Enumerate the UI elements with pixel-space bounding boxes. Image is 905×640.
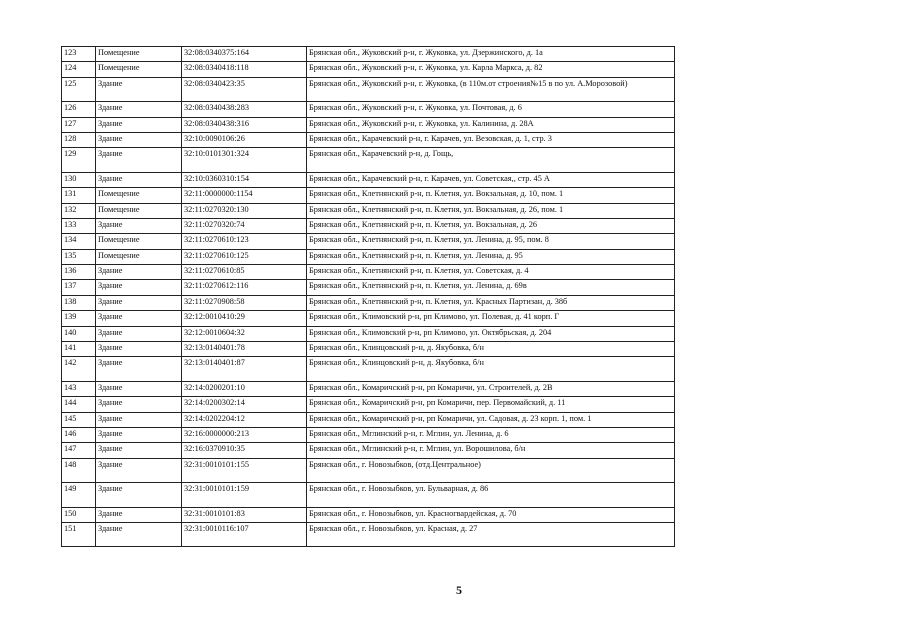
address-cell: Брянская обл., г. Новозыбков, ул. Красногвардейская, д. 70: [307, 507, 675, 522]
address-cell: Брянская обл., Клинцовский р-н, д. Якубовка, б/н: [307, 342, 675, 357]
address-cell: Брянская обл., Клетнянский р-н, п. Клетня, ул. Вокзальная, д. 26: [307, 218, 675, 233]
address-cell: Брянская обл., Климовский р-н, рп Климово, ул. Октябрьская, д. 204: [307, 326, 675, 341]
table-row: [62, 218, 675, 233]
table-row: [62, 172, 675, 187]
row-number-cell: 136: [62, 265, 96, 280]
row-number-cell: 141: [62, 342, 96, 357]
row-number-cell: 138: [62, 295, 96, 310]
address-cell: Брянская обл., Жуковский р-н, г. Жуковка, (в 110м.от строения№15 в по ул. А.Морозовой): [307, 77, 675, 101]
table-row: [62, 47, 675, 62]
cadastral-number-cell: 32:16:0370910:35: [182, 443, 307, 458]
object-type-cell: Здание: [96, 357, 182, 381]
cadastral-number-cell: 32:12:0010410:29: [182, 311, 307, 326]
table-row: [62, 62, 675, 77]
row-number-cell: 143: [62, 381, 96, 396]
row-number-cell: 133: [62, 218, 96, 233]
cadastral-number-cell: 32:11:0270908:58: [182, 295, 307, 310]
table-row: [62, 357, 675, 381]
address-cell: Брянская обл., Клетнянский р-н, п. Клетня, ул. Красных Партизан, д. 38б: [307, 295, 675, 310]
object-type-cell: Здание: [96, 507, 182, 522]
object-type-cell: Здание: [96, 218, 182, 233]
object-type-cell: Здание: [96, 522, 182, 546]
object-type-cell: Здание: [96, 148, 182, 172]
cadastral-number-cell: 32:31:0010101:155: [182, 458, 307, 482]
cadastral-number-cell: 32:14:0202204:12: [182, 412, 307, 427]
address-cell: Брянская обл., Комаричский р-н, рп Комаричи, пер. Первомайский, д. 11: [307, 397, 675, 412]
row-number-cell: 135: [62, 249, 96, 264]
address-cell: Брянская обл., Мглинский р-н, г. Мглин, ул. Ленина, д. 6: [307, 427, 675, 442]
cadastral-number-cell: 32:11:0270610:123: [182, 234, 307, 249]
row-number-cell: 131: [62, 188, 96, 203]
object-type-cell: Здание: [96, 427, 182, 442]
row-number-cell: 151: [62, 522, 96, 546]
object-type-cell: Помещение: [96, 203, 182, 218]
registry-table-body: [62, 47, 675, 547]
address-cell: Брянская обл., Карачевский р-н, г. Карачев, ул. Везовская, д. 1, стр. 3: [307, 132, 675, 147]
row-number-cell: 139: [62, 311, 96, 326]
cadastral-number-cell: 32:10:0090106:26: [182, 132, 307, 147]
row-number-cell: 150: [62, 507, 96, 522]
row-number-cell: 147: [62, 443, 96, 458]
address-cell: Брянская обл., Клетнянский р-н, п. Клетня, ул. Ленина, д. 95: [307, 249, 675, 264]
address-cell: Брянская обл., Карачевский р-н, д. Гощь,: [307, 148, 675, 172]
table-row: [62, 483, 675, 507]
table-row: [62, 188, 675, 203]
object-type-cell: Здание: [96, 265, 182, 280]
row-number-cell: 130: [62, 172, 96, 187]
object-type-cell: Здание: [96, 77, 182, 101]
row-number-cell: 140: [62, 326, 96, 341]
object-type-cell: Помещение: [96, 62, 182, 77]
address-cell: Брянская обл., Мглинский р-н, г. Мглин, ул. Ворошилова, б/н: [307, 443, 675, 458]
table-row: [62, 148, 675, 172]
table-row: [62, 342, 675, 357]
object-type-cell: Здание: [96, 342, 182, 357]
table-row: [62, 326, 675, 341]
cadastral-number-cell: 32:12:0010604:32: [182, 326, 307, 341]
cadastral-number-cell: 32:08:0340438:283: [182, 102, 307, 117]
table-row: [62, 280, 675, 295]
table-row: [62, 507, 675, 522]
table-row: [62, 412, 675, 427]
address-cell: Брянская обл., Клетнянский р-н, п. Клетня, ул. Ленина, д. 95, пом. 8: [307, 234, 675, 249]
cadastral-number-cell: 32:11:0270610:125: [182, 249, 307, 264]
table-row: [62, 234, 675, 249]
property-registry-table: [61, 46, 675, 547]
address-cell: Брянская обл., Клетнянский р-н, п. Клетня, ул. Советская, д. 4: [307, 265, 675, 280]
row-number-cell: 123: [62, 47, 96, 62]
row-number-cell: 145: [62, 412, 96, 427]
object-type-cell: Здание: [96, 326, 182, 341]
table-row: [62, 311, 675, 326]
row-number-cell: 149: [62, 483, 96, 507]
address-cell: Брянская обл., Климовский р-н, рп Климово, ул. Полевая, д. 41 корп. Г: [307, 311, 675, 326]
cadastral-number-cell: 32:11:0270320:74: [182, 218, 307, 233]
table-row: [62, 265, 675, 280]
cadastral-number-cell: 32:08:0340438:316: [182, 117, 307, 132]
table-row: [62, 117, 675, 132]
cadastral-number-cell: 32:11:0270610:85: [182, 265, 307, 280]
object-type-cell: Здание: [96, 132, 182, 147]
cadastral-number-cell: 32:14:0200201:10: [182, 381, 307, 396]
object-type-cell: Здание: [96, 443, 182, 458]
object-type-cell: Здание: [96, 102, 182, 117]
row-number-cell: 134: [62, 234, 96, 249]
table-row: [62, 443, 675, 458]
table-row: [62, 458, 675, 482]
object-type-cell: Здание: [96, 280, 182, 295]
row-number-cell: 137: [62, 280, 96, 295]
cadastral-number-cell: 32:31:0010116:107: [182, 522, 307, 546]
cadastral-number-cell: 32:31:0010101:83: [182, 507, 307, 522]
cadastral-number-cell: 32:16:0000000:213: [182, 427, 307, 442]
row-number-cell: 148: [62, 458, 96, 482]
table-row: [62, 249, 675, 264]
cadastral-number-cell: 32:08:0340375:164: [182, 47, 307, 62]
row-number-cell: 146: [62, 427, 96, 442]
address-cell: Брянская обл., Клетнянский р-н, п. Клетня, ул. Вокзальная, д. 26, пом. 1: [307, 203, 675, 218]
object-type-cell: Помещение: [96, 249, 182, 264]
table-row: [62, 132, 675, 147]
row-number-cell: 124: [62, 62, 96, 77]
address-cell: Брянская обл., г. Новозыбков, (отд.Центральное): [307, 458, 675, 482]
object-type-cell: Здание: [96, 381, 182, 396]
table-row: [62, 102, 675, 117]
cadastral-number-cell: 32:14:0200302:14: [182, 397, 307, 412]
object-type-cell: Здание: [96, 483, 182, 507]
address-cell: Брянская обл., Жуковский р-н, г. Жуковка, ул. Почтовая, д. 6: [307, 102, 675, 117]
address-cell: Брянская обл., Карачевский р-н, г. Карачев, ул. Советская,, стр. 45 А: [307, 172, 675, 187]
object-type-cell: Здание: [96, 458, 182, 482]
object-type-cell: Здание: [96, 397, 182, 412]
object-type-cell: Здание: [96, 295, 182, 310]
row-number-cell: 129: [62, 148, 96, 172]
row-number-cell: 132: [62, 203, 96, 218]
object-type-cell: Помещение: [96, 47, 182, 62]
address-cell: Брянская обл., г. Новозыбков, ул. Красная, д. 27: [307, 522, 675, 546]
row-number-cell: 144: [62, 397, 96, 412]
cadastral-number-cell: 32:13:0140401:87: [182, 357, 307, 381]
table-row: [62, 381, 675, 396]
table-row: [62, 397, 675, 412]
cadastral-number-cell: 32:08:0340423:35: [182, 77, 307, 101]
cadastral-number-cell: 32:10:0360310:154: [182, 172, 307, 187]
address-cell: Брянская обл., Клетнянский р-н, п. Клетня, ул. Ленина, д. 69в: [307, 280, 675, 295]
address-cell: Брянская обл., Комаричский р-н, рп Комаричи, ул. Садовая, д. 23 корп. 1, пом. 1: [307, 412, 675, 427]
cadastral-number-cell: 32:11:0270320:130: [182, 203, 307, 218]
object-type-cell: Здание: [96, 412, 182, 427]
address-cell: Брянская обл., Жуковский р-н, г. Жуковка, ул. Карла Маркса, д. 82: [307, 62, 675, 77]
object-type-cell: Помещение: [96, 188, 182, 203]
row-number-cell: 128: [62, 132, 96, 147]
row-number-cell: 125: [62, 77, 96, 101]
object-type-cell: Помещение: [96, 234, 182, 249]
page-number: 5: [456, 583, 462, 597]
object-type-cell: Здание: [96, 117, 182, 132]
cadastral-number-cell: 32:11:0000000:1154: [182, 188, 307, 203]
cadastral-number-cell: 32:11:0270612:116: [182, 280, 307, 295]
object-type-cell: Здание: [96, 172, 182, 187]
table-row: [62, 427, 675, 442]
address-cell: Брянская обл., Клетнянский р-н, п. Клетня, ул. Вокзальная, д. 10, пом. 1: [307, 188, 675, 203]
table-row: [62, 522, 675, 546]
row-number-cell: 127: [62, 117, 96, 132]
address-cell: Брянская обл., Жуковский р-н, г. Жуковка, ул. Калинина, д. 28А: [307, 117, 675, 132]
table-row: [62, 203, 675, 218]
cadastral-number-cell: 32:10:0101301:324: [182, 148, 307, 172]
address-cell: Брянская обл., Клинцовский р-н, д. Якубовка, б/н: [307, 357, 675, 381]
table-row: [62, 295, 675, 310]
cadastral-number-cell: 32:08:0340418:118: [182, 62, 307, 77]
address-cell: Брянская обл., Жуковский р-н, г. Жуковка, ул. Дзержинского, д. 1а: [307, 47, 675, 62]
object-type-cell: Здание: [96, 311, 182, 326]
cadastral-number-cell: 32:31:0010101:159: [182, 483, 307, 507]
row-number-cell: 142: [62, 357, 96, 381]
address-cell: Брянская обл., Комаричский р-н, рп Комаричи, ул. Строителей, д. 2В: [307, 381, 675, 396]
row-number-cell: 126: [62, 102, 96, 117]
cadastral-number-cell: 32:13:0140401:78: [182, 342, 307, 357]
address-cell: Брянская обл., г. Новозыбков, ул. Бульварная, д. 86: [307, 483, 675, 507]
table-row: [62, 77, 675, 101]
